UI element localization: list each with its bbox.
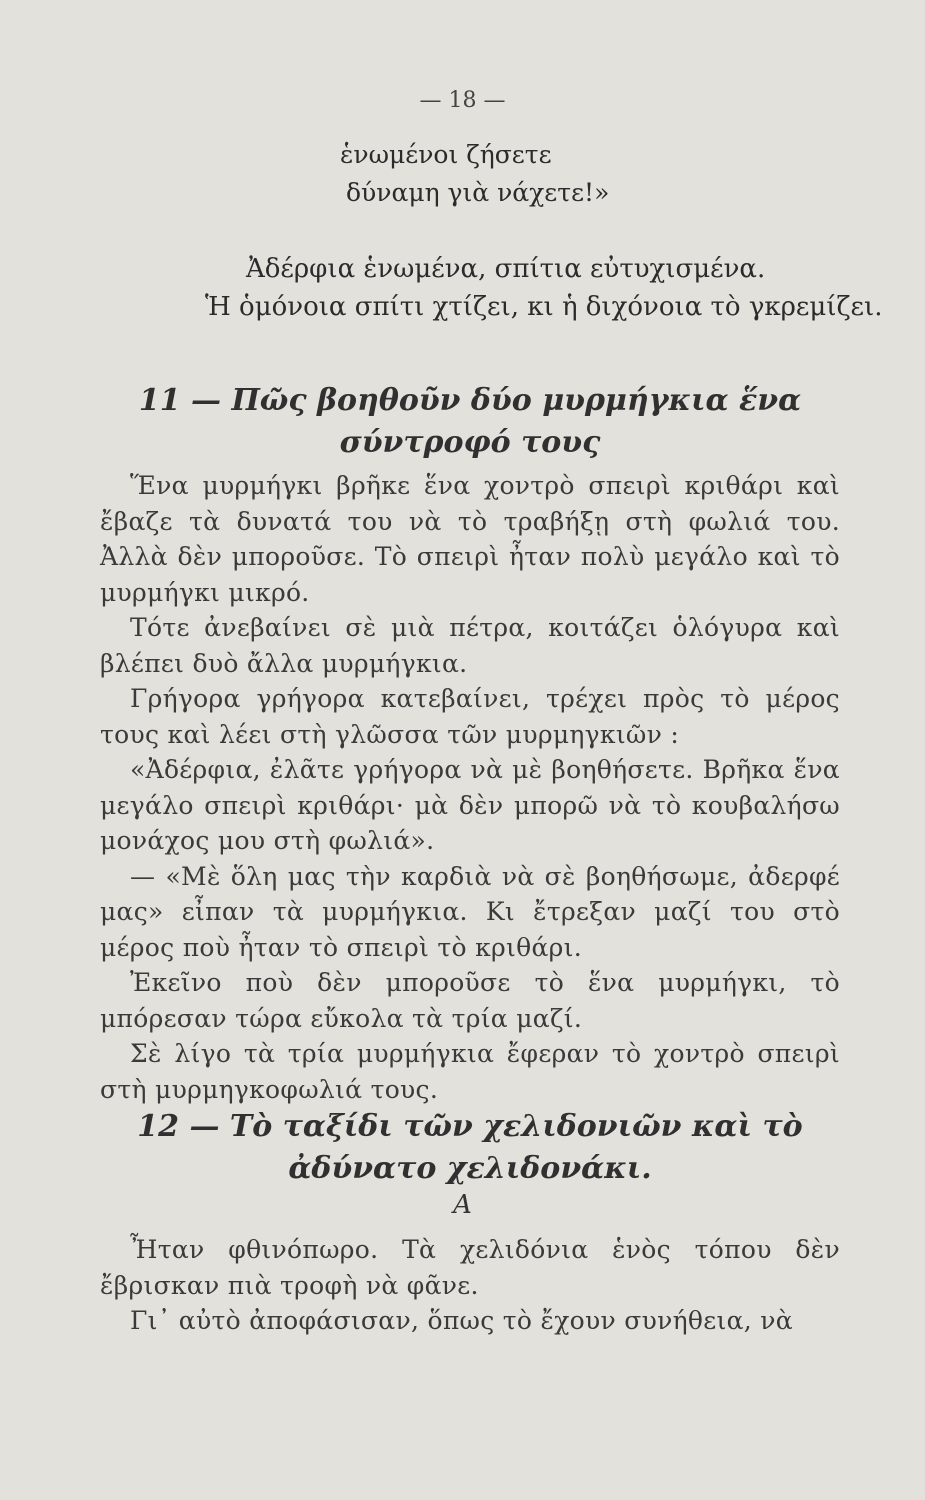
proverb-line-2: Ἡ ὁμόνοια σπίτι χτίζει, κι ἡ διχόνοια τὸ γκρεμίζει. [205, 292, 883, 322]
poem-line-1: ἑνωμένοι ζήσετε [340, 140, 552, 169]
paragraph: Σὲ λίγο τὰ τρία μυρμήγκια ἔφεραν τὸ χοντρὸ σπειρὶ στὴ μυρμηγκοφωλιά τους. [100, 1039, 840, 1104]
paragraph: Ἕνα μυρμήγκι βρῆκε ἕνα χοντρὸ σπειρὶ κριθάρι καὶ ἔβαζε τὰ δυνατά του νὰ τὸ τραβήξῃ στὴ φωλιά του. Ἀλλὰ δὲν μποροῦσε. Τὸ σπειρὶ ἦταν πολὺ μεγάλο καὶ τὸ μυρμήγκι μικρό. [100, 471, 840, 607]
section-11-title: 11 — Πῶς βοηθοῦν δύο μυρμήγκια ἕνα σύντροφό τους [138, 383, 802, 460]
page-number: — 18 — [419, 88, 506, 113]
paragraph: Ἦταν φθινόπωρο. Τὰ χελιδόνια ἑνὸς τόπου δὲν ἔβρισκαν πιὰ τροφὴ νὰ φᾶνε. [100, 1235, 840, 1300]
section-12-body [100, 1232, 840, 1339]
poem-line-2: δύναμη γιὰ νάχετε!» [346, 178, 610, 207]
proverb-line-1: Ἀδέρφια ἑνωμένα, σπίτια εὐτυχισμένα. [246, 254, 766, 284]
paragraph: «Ἀδέρφια, ἐλᾶτε γρήγορα νὰ μὲ βοηθήσετε. Βρῆκα ἕνα μεγάλο σπειρὶ κριθάρι· μὰ δὲν μπορῶ νὰ τὸ κουβαλήσω μονάχος μου στὴ φωλιά». [100, 755, 840, 855]
subsection-letter: Α [453, 1190, 472, 1220]
paragraph: Γι᾽ αὐτὸ ἀποφάσισαν, ὅπως τὸ ἔχουν συνήθεια, νὰ [130, 1306, 793, 1335]
paragraph: — «Μὲ ὅλη μας τὴν καρδιὰ νὰ σὲ βοηθήσωμε, ἀδερφέ μας» εἶπαν τὰ μυρμήγκια. Κι ἔτρεξαν μαζί του στὸ μέρος ποὺ ἦταν τὸ σπειρὶ τὸ κριθάρι. [100, 861, 840, 962]
section-11-body [100, 468, 840, 1107]
paragraph: Ἐκεῖνο ποὺ δὲν μποροῦσε τὸ ἕνα μυρμήγκι, τὸ μπόρεσαν τώρα εὔκολα τὰ τρία μαζί. [100, 968, 840, 1033]
paragraph: Γρήγορα γρήγορα κατεβαίνει, τρέχει πρὸς τὸ μέρος τους καὶ λέει στὴ γλῶσσα τῶν μυρμηγκιῶν : [100, 684, 840, 749]
section-12-title: 12 — Τὸ ταξίδι τῶν χελιδονιῶν καὶ τὸ ἀδύνατο χελιδονάκι. [137, 1109, 803, 1186]
paragraph: Τότε ἀνεβαίνει σὲ μιὰ πέτρα, κοιτάζει ὁλόγυρα καὶ βλέπει δυὸ ἄλλα μυρμήγκια. [100, 613, 840, 678]
